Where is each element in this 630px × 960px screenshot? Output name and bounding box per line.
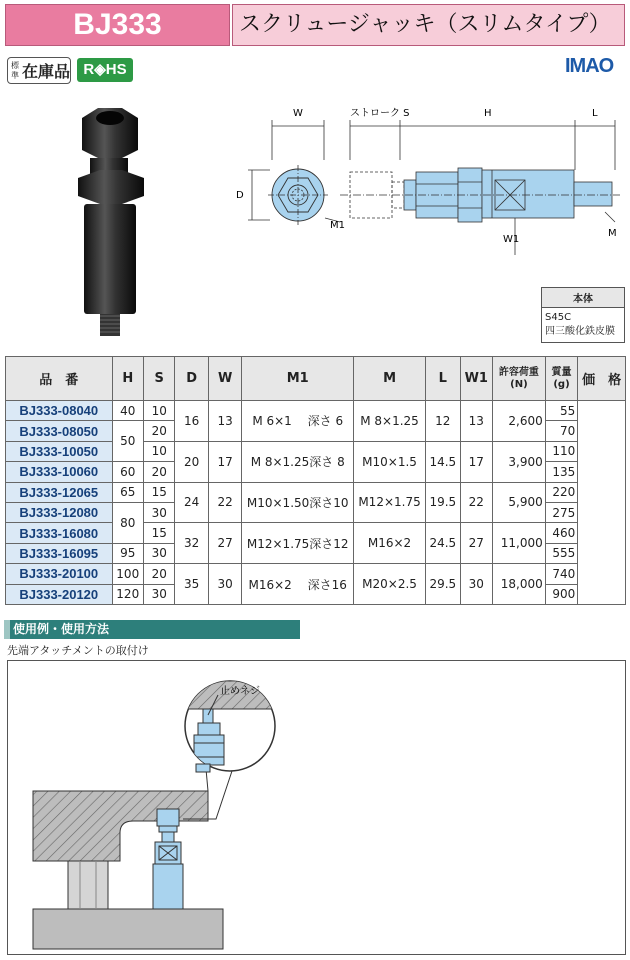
cell-w: 30	[208, 564, 241, 605]
spec-table	[5, 356, 626, 605]
cell-price	[578, 401, 626, 605]
cell-m: M16×2	[354, 523, 426, 564]
cell-w1: 22	[460, 482, 492, 523]
cell-l: 29.5	[426, 564, 461, 605]
material-header: 本体	[542, 288, 624, 308]
cell-load: 3,900	[493, 441, 546, 482]
cell-w: 17	[208, 441, 241, 482]
label-m1: M1	[330, 220, 345, 231]
cell-m: M12×1.75	[354, 482, 426, 523]
cell-code: BJ333-12080	[6, 502, 113, 522]
dimension-drawing	[230, 100, 630, 260]
cell-m1: M 6×1 深さ 6	[242, 401, 354, 442]
th-load-line2: (N)	[510, 378, 528, 390]
cell-code: BJ333-10060	[6, 462, 113, 482]
table-row	[6, 523, 626, 543]
usage-subtitle: 先端アタッチメントの取付け	[7, 644, 149, 657]
table-row	[6, 441, 626, 461]
usage-illustration-box	[7, 660, 626, 955]
usage-section-title: 使用例・使用方法	[5, 620, 300, 639]
cell-mass: 900	[545, 584, 577, 604]
cell-m: M 8×1.25	[354, 401, 426, 442]
cell-code: BJ333-08050	[6, 421, 113, 441]
th-h: H	[112, 357, 143, 401]
table-row	[6, 564, 626, 584]
cell-s: 20	[143, 462, 174, 482]
label-w: W	[293, 108, 303, 119]
cell-s: 10	[143, 441, 174, 461]
th-mass-line1: 質量	[551, 366, 572, 378]
cell-s: 15	[143, 482, 174, 502]
th-mass	[545, 357, 577, 401]
cell-w: 22	[208, 482, 241, 523]
cell-m1: M10×1.50深さ10	[242, 482, 354, 523]
cell-mass: 70	[545, 421, 577, 441]
cell-m: M10×1.5	[354, 441, 426, 482]
cell-s: 20	[143, 564, 174, 584]
rohs-badge: R◈HS	[77, 58, 133, 82]
cell-m1: M 8×1.25深さ 8	[242, 441, 354, 482]
cell-mass: 275	[545, 502, 577, 522]
cell-code: BJ333-08040	[6, 401, 113, 421]
th-price: 価 格	[578, 357, 626, 401]
cell-h: 40	[112, 401, 143, 421]
cell-h: 100	[112, 564, 143, 584]
cell-code: BJ333-12065	[6, 482, 113, 502]
callout-stop-screw: 止めネジ	[220, 686, 260, 697]
cell-d: 16	[175, 401, 208, 442]
cell-mass: 135	[545, 462, 577, 482]
cell-code: BJ333-16080	[6, 523, 113, 543]
cell-s: 30	[143, 584, 174, 604]
cell-w: 27	[208, 523, 241, 564]
cell-h: 80	[112, 502, 143, 543]
cell-load: 2,600	[493, 401, 546, 442]
cell-mass: 220	[545, 482, 577, 502]
th-mass-line2: (g)	[553, 378, 570, 390]
th-w: W	[208, 357, 241, 401]
cell-w: 13	[208, 401, 241, 442]
cell-load: 5,900	[493, 482, 546, 523]
cell-mass: 110	[545, 441, 577, 461]
th-m1: M1	[242, 357, 354, 401]
cell-h: 95	[112, 543, 143, 563]
th-l: L	[426, 357, 461, 401]
cell-d: 20	[175, 441, 208, 482]
th-w1: W1	[460, 357, 492, 401]
table-row	[6, 401, 626, 421]
material-box	[541, 287, 625, 343]
cell-d: 32	[175, 523, 208, 564]
cell-m: M20×2.5	[354, 564, 426, 605]
cell-load: 18,000	[493, 564, 546, 605]
stock-badge-small: 標準	[11, 60, 19, 80]
cell-s: 20	[143, 421, 174, 441]
cell-code: BJ333-16095	[6, 543, 113, 563]
th-m: M	[354, 357, 426, 401]
cell-s: 10	[143, 401, 174, 421]
cell-l: 24.5	[426, 523, 461, 564]
usage-illustration	[8, 661, 625, 954]
material-line1: S45C	[545, 312, 572, 323]
cell-w1: 17	[460, 441, 492, 482]
cell-s: 30	[143, 543, 174, 563]
th-s: S	[143, 357, 174, 401]
label-stroke: ストローク S	[350, 108, 410, 119]
label-w1: W1	[503, 234, 520, 245]
cell-m1: M16×2 深さ16	[242, 564, 354, 605]
cell-h: 60	[112, 462, 143, 482]
cell-w1: 27	[460, 523, 492, 564]
cell-h: 65	[112, 482, 143, 502]
cell-h: 120	[112, 584, 143, 604]
th-d: D	[175, 357, 208, 401]
cell-code: BJ333-10050	[6, 441, 113, 461]
cell-code: BJ333-20120	[6, 584, 113, 604]
cell-l: 12	[426, 401, 461, 442]
cell-code: BJ333-20100	[6, 564, 113, 584]
product-photo	[60, 100, 170, 340]
brand-logo: IMAO	[565, 55, 614, 77]
cell-l: 19.5	[426, 482, 461, 523]
cell-h: 50	[112, 421, 143, 462]
table-header-row	[6, 357, 626, 401]
stock-badge	[7, 57, 71, 84]
cell-w1: 13	[460, 401, 492, 442]
th-load	[493, 357, 546, 401]
cell-w1: 30	[460, 564, 492, 605]
cell-d: 24	[175, 482, 208, 523]
table-row	[6, 482, 626, 502]
cell-l: 14.5	[426, 441, 461, 482]
cell-mass: 555	[545, 543, 577, 563]
cell-mass: 740	[545, 564, 577, 584]
cell-mass: 460	[545, 523, 577, 543]
cell-load: 11,000	[493, 523, 546, 564]
th-load-line1: 許容荷重	[498, 366, 539, 378]
label-d: D	[236, 190, 244, 201]
material-line2: 四三酸化鉄皮膜	[545, 326, 615, 337]
stock-badge-big: 在庫品	[22, 62, 71, 81]
cell-s: 30	[143, 502, 174, 522]
label-m: M	[608, 228, 617, 239]
th-code: 品 番	[6, 357, 113, 401]
product-title: スクリュージャッキ（スリムタイプ）	[232, 4, 625, 46]
product-code: BJ333	[5, 4, 230, 46]
label-h: H	[484, 108, 492, 119]
cell-d: 35	[175, 564, 208, 605]
cell-mass: 55	[545, 401, 577, 421]
cell-s: 15	[143, 523, 174, 543]
label-l: L	[592, 108, 598, 119]
cell-m1: M12×1.75深さ12	[242, 523, 354, 564]
